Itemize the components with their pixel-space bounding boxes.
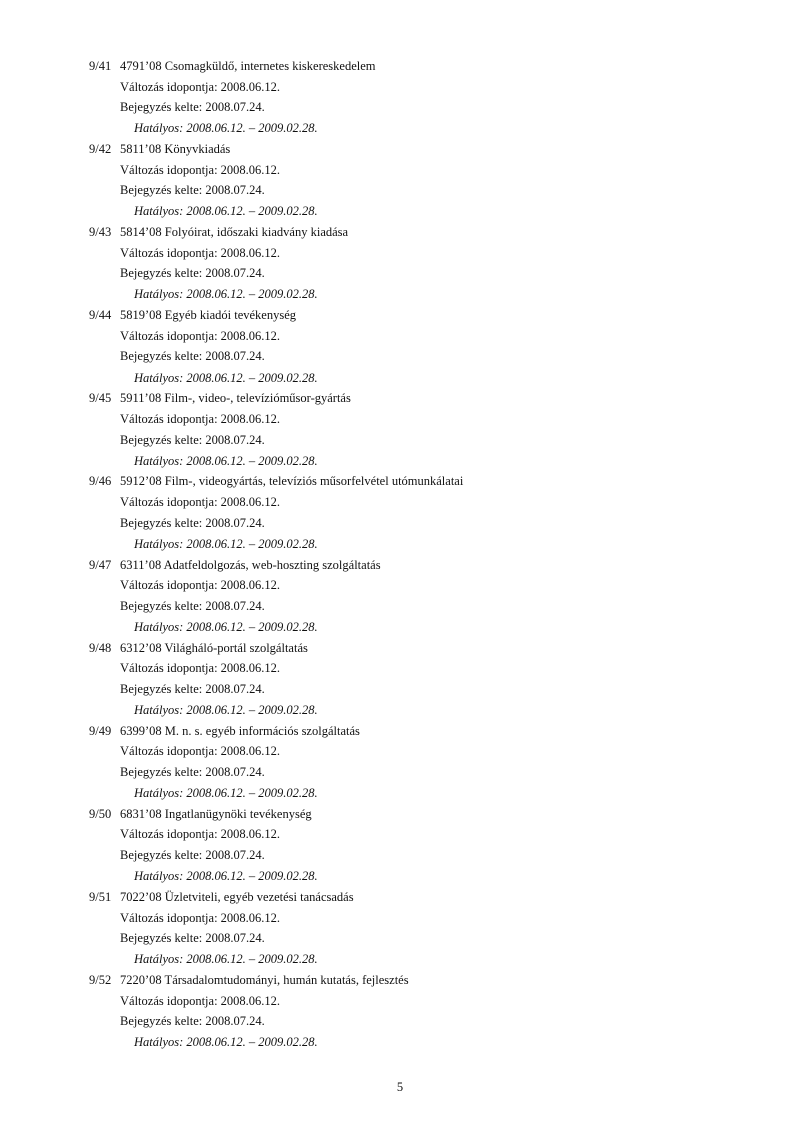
entry-heading — [89, 555, 729, 576]
entry-date: Bejegyzés kelte: 2008.07.24. — [120, 1014, 265, 1029]
validity-period: Hatályos: 2008.06.12. – 2009.02.28. — [134, 619, 318, 634]
entry-title: 5912’08 Film-, videogyártás, televíziós műsorfelvétel utómunkálatai — [120, 474, 464, 489]
validity-period: Hatályos: 2008.06.12. – 2009.02.28. — [134, 786, 318, 801]
entry-number: 9/41 — [89, 59, 112, 73]
entry-heading — [89, 887, 729, 908]
registry-entry — [89, 471, 729, 554]
entry-number: 9/47 — [89, 557, 112, 572]
entry-title: 6311’08 Adatfeldolgozás, web-hoszting szolgáltatás — [120, 557, 381, 572]
page-number: 5 — [396, 1080, 404, 1094]
change-date: Változás idopontja: 2008.06.12. — [120, 162, 281, 177]
validity-period: Hatályos: 2008.06.12. – 2009.02.28. — [134, 1035, 318, 1050]
change-date: Változás idopontja: 2008.06.12. — [120, 79, 281, 94]
entry-number: 9/50 — [89, 806, 112, 821]
entry-heading — [89, 222, 729, 243]
change-date: Változás idopontja: 2008.06.12. — [120, 993, 281, 1008]
entry-date: Bejegyzés kelte: 2008.07.24. — [120, 931, 265, 946]
entry-heading — [89, 305, 729, 326]
entry-number: 9/46 — [89, 474, 112, 489]
entry-heading — [89, 721, 729, 742]
entry-title: 5819’08 Egyéb kiadói tevékenység — [120, 308, 296, 323]
entry-date: Bejegyzés kelte: 2008.07.24. — [120, 266, 265, 281]
entry-number: 9/51 — [89, 889, 112, 904]
validity-period: Hatályos: 2008.06.12. – 2009.02.28. — [134, 287, 318, 302]
entry-heading — [89, 139, 729, 160]
entry-heading — [89, 638, 729, 659]
validity-period: Hatályos: 2008.06.12. – 2009.02.28. — [134, 952, 318, 967]
entry-title: 6399’08 M. n. s. egyéb információs szolgáltatás — [120, 723, 360, 738]
entry-number: 9/42 — [89, 142, 112, 157]
entry-title: 5811’08 Könyvkiadás — [120, 142, 231, 157]
validity-period: Hatályos: 2008.06.12. – 2009.02.28. — [134, 453, 318, 468]
entry-date: Bejegyzés kelte: 2008.07.24. — [120, 349, 265, 364]
registry-entry — [89, 56, 729, 139]
validity-period: Hatályos: 2008.06.12. – 2009.02.28. — [134, 370, 318, 385]
change-date: Változás idopontja: 2008.06.12. — [120, 827, 281, 842]
entry-date: Bejegyzés kelte: 2008.07.24. — [120, 681, 265, 696]
entry-heading — [89, 804, 729, 825]
entry-heading — [89, 56, 729, 77]
entry-title: 7022’08 Üzletviteli, egyéb vezetési tanácsadás — [120, 889, 354, 904]
entry-heading — [89, 471, 729, 492]
validity-period: Hatályos: 2008.06.12. – 2009.02.28. — [134, 121, 318, 136]
change-date: Változás idopontja: 2008.06.12. — [120, 744, 281, 759]
entry-number: 9/52 — [89, 973, 112, 988]
entry-date: Bejegyzés kelte: 2008.07.24. — [120, 764, 265, 779]
entry-date: Bejegyzés kelte: 2008.07.24. — [120, 183, 265, 198]
entry-number: 9/45 — [89, 391, 112, 406]
validity-period: Hatályos: 2008.06.12. – 2009.02.28. — [134, 204, 318, 219]
entry-title: 4791’08 Csomagküldő, internetes kiskereskedelem — [120, 59, 376, 73]
registry-entry — [89, 222, 729, 305]
registry-entry — [89, 721, 729, 804]
registry-entry — [89, 804, 729, 887]
entry-date: Bejegyzés kelte: 2008.07.24. — [120, 848, 265, 863]
entry-title: 7220’08 Társadalomtudományi, humán kutatás, fejlesztés — [120, 973, 409, 988]
registry-entry — [89, 555, 729, 638]
entry-title: 5814’08 Folyóirat, időszaki kiadvány kiadása — [120, 225, 349, 240]
entry-date: Bejegyzés kelte: 2008.07.24. — [120, 432, 265, 447]
change-date: Változás idopontja: 2008.06.12. — [120, 328, 281, 343]
change-date: Változás idopontja: 2008.06.12. — [120, 910, 281, 925]
entry-number: 9/49 — [89, 723, 112, 738]
change-date: Változás idopontja: 2008.06.12. — [120, 411, 281, 426]
entry-heading — [89, 970, 729, 991]
entry-date: Bejegyzés kelte: 2008.07.24. — [120, 515, 265, 530]
registry-entry — [89, 970, 729, 1053]
validity-period: Hatályos: 2008.06.12. – 2009.02.28. — [134, 536, 318, 551]
registry-entry — [89, 887, 729, 970]
entry-heading — [89, 388, 729, 409]
registry-entry — [89, 388, 729, 471]
change-date: Változás idopontja: 2008.06.12. — [120, 495, 281, 510]
validity-period: Hatályos: 2008.06.12. – 2009.02.28. — [134, 702, 318, 717]
change-date: Változás idopontja: 2008.06.12. — [120, 661, 281, 676]
registry-entry — [89, 305, 729, 388]
change-date: Változás idopontja: 2008.06.12. — [120, 245, 281, 260]
registry-entry — [89, 638, 729, 721]
entry-number: 9/44 — [89, 308, 112, 323]
entry-date: Bejegyzés kelte: 2008.07.24. — [120, 598, 265, 613]
change-date: Változás idopontja: 2008.06.12. — [120, 578, 281, 593]
registry-entry — [89, 139, 729, 222]
entry-title: 6831’08 Ingatlanügynöki tevékenység — [120, 806, 312, 821]
entry-number: 9/48 — [89, 640, 112, 655]
entry-number: 9/43 — [89, 225, 112, 240]
entry-title: 5911’08 Film-, video-, televízióműsor-gyártás — [120, 391, 351, 406]
entry-date: Bejegyzés kelte: 2008.07.24. — [120, 100, 265, 115]
document-body — [89, 56, 729, 1053]
entry-title: 6312’08 Világháló-portál szolgáltatás — [120, 640, 308, 655]
validity-period: Hatályos: 2008.06.12. – 2009.02.28. — [134, 869, 318, 884]
